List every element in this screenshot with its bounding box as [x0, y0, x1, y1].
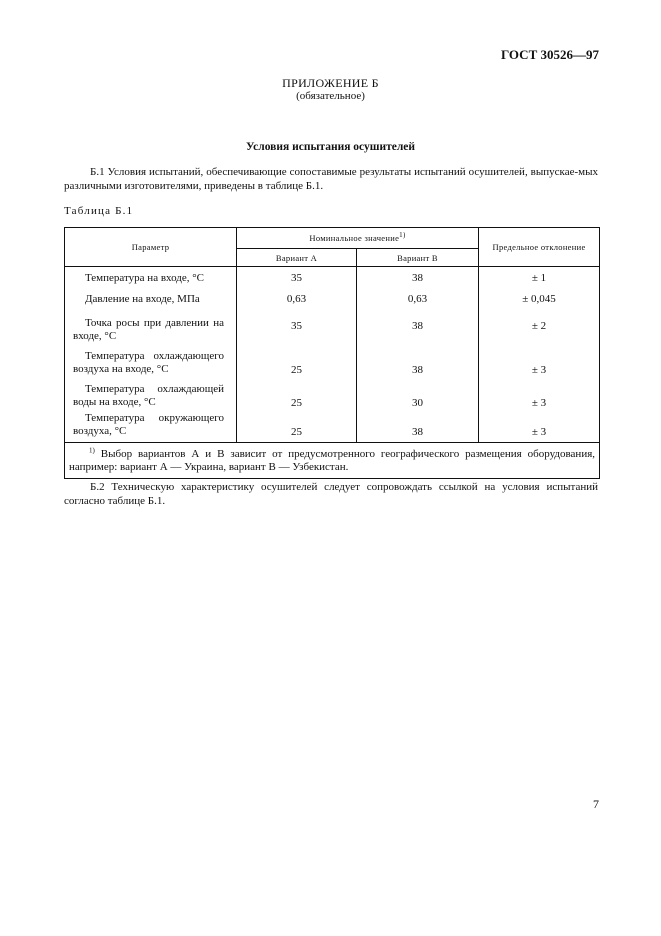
- cell-param-line1: Температура охлаждающего: [85, 349, 224, 362]
- page-number: 7: [593, 797, 599, 811]
- cell-param: [65, 343, 237, 376]
- cell-variant-a: 0,63: [237, 289, 357, 309]
- cell-variant-b: 38: [357, 409, 479, 443]
- annex-subtitle: (обязательное): [296, 90, 365, 102]
- header-footnote-mark: 1): [399, 231, 406, 240]
- cell-limit: ± 3: [531, 363, 547, 376]
- cell-variant-a: 25: [237, 343, 357, 376]
- header-nominal: [237, 228, 479, 249]
- cell-limit: ± 0,045: [522, 292, 556, 305]
- cell-param-line2: воздуха на входе, °С: [73, 362, 169, 375]
- section-heading: Условия испытания осушителей: [245, 141, 416, 153]
- cell-param-line1: Температура охлаждающей: [85, 382, 224, 395]
- cell-variant-b: 30: [357, 376, 479, 409]
- table-caption: Таблица Б.1: [64, 205, 134, 217]
- cell-param-line2: входе, °С: [73, 329, 117, 342]
- table-row: [65, 343, 600, 376]
- table-row: [65, 289, 600, 309]
- cell-variant-b: 38: [357, 309, 479, 343]
- paragraph-b2: [64, 480, 598, 508]
- paragraph-b2-text: Б.2 Техническую характеристику осушителей следует сопровождать ссылкой на условия испытаний согласно таблице Б.1.: [64, 481, 598, 507]
- cell-variant-b: 38: [357, 267, 479, 289]
- cell-limit: ± 3: [531, 396, 547, 409]
- table-row: [65, 267, 600, 289]
- cell-param: [65, 409, 237, 443]
- header-variant-b: Вариант В: [357, 249, 479, 267]
- cell-limit: ± 1: [531, 271, 547, 284]
- cell-param-line1: Температура окружающего: [85, 412, 224, 424]
- header-nominal-text: Номинальное значение: [309, 233, 400, 243]
- cell-variant-b: 0,63: [357, 289, 479, 309]
- cell-param: Давление на входе, МПа: [65, 289, 237, 309]
- header-variant-a: Вариант А: [237, 249, 357, 267]
- cell-param-line2: воды на входе, °С: [73, 395, 156, 408]
- paragraph-b1: [64, 165, 598, 193]
- table-footnote-row: [65, 443, 600, 479]
- cell-limit: ± 2: [531, 319, 547, 332]
- cell-variant-a: 25: [237, 376, 357, 409]
- cell-variant-a: 35: [237, 309, 357, 343]
- table-footnote: [65, 443, 600, 479]
- cell-variant-b: 38: [357, 343, 479, 376]
- cell-param: [65, 309, 237, 343]
- document-code: ГОСТ 30526—97: [500, 47, 599, 62]
- cell-param: Температура на входе, °С: [65, 267, 237, 289]
- cell-param-line2: воздуха, °С: [73, 425, 127, 437]
- header-limit: Предельное отклонение: [479, 228, 600, 267]
- cell-param-line1: Точка росы при давлении на: [85, 316, 224, 329]
- annex-title: ПРИЛОЖЕНИЕ Б: [282, 76, 379, 90]
- cell-variant-a: 25: [237, 409, 357, 443]
- cell-param: [65, 376, 237, 409]
- paragraph-b1-text: Б.1 Условия испытаний, обеспечивающие сопоставимые результаты испытаний осушителей, выпускае-мых различными изготовителями, приведены в таблице Б.1.: [64, 166, 598, 192]
- footnote-text: Выбор вариантов А и В зависит от предусмотренного географического размещения оборудования, например: вариант А — Украина, вариант В — Узбекистан.: [69, 448, 596, 473]
- conditions-table: [64, 227, 600, 479]
- table-row: [65, 409, 600, 443]
- table-row: [65, 376, 600, 409]
- cell-variant-a: 35: [237, 267, 357, 289]
- table-row: [65, 309, 600, 343]
- cell-limit: ± 3: [479, 409, 600, 443]
- footnote-mark: 1): [89, 446, 95, 455]
- header-param: Параметр: [65, 228, 237, 267]
